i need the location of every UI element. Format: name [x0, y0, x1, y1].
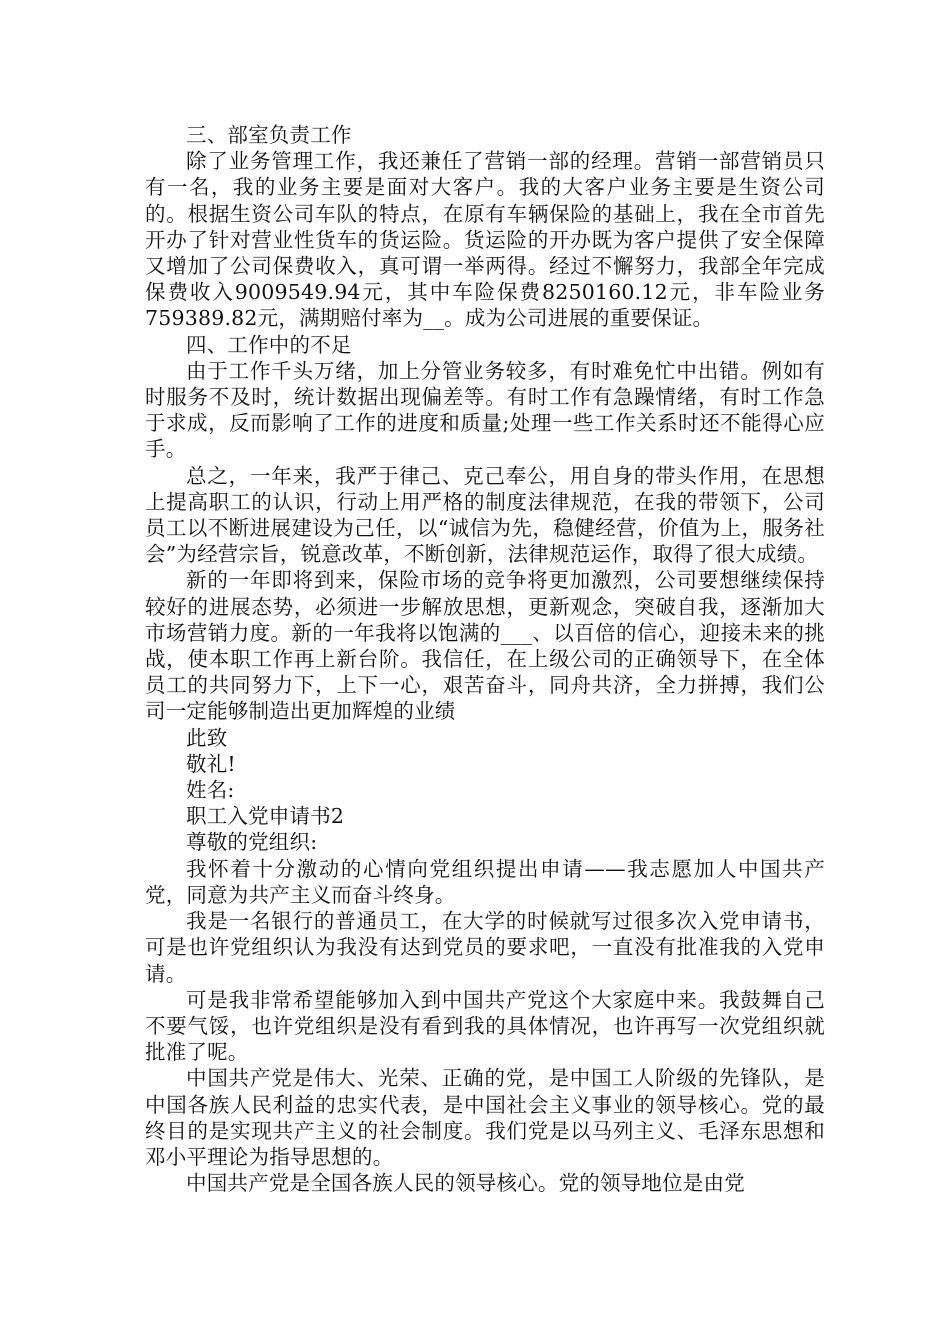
paragraph-employee-background: 我是一名银行的普通员工，在大学的时候就写过很多次入党申请书，可是也许党组织认为我没有达到党员的要求吧，一直没有批准我的入党申请。 [145, 909, 825, 986]
paragraph-application-intro: 我怀着十分激动的心情向党组织提出申请——我志愿加人中国共产党，同意为共产主义而奋斗终身。 [145, 856, 825, 907]
section-heading-department-work: 三、部室负责工作 [186, 123, 352, 147]
paragraph-new-year: 新的一年即将到来，保险市场的竞争将更加激烈，公司要想继续保持较好的进展态势，必须进一步解放思想，更新观念，突破自我，逐渐加大市场营销力度。新的一年我将以饱满的___、以百倍的信心，迎接未来的挑战，使本职工作再上新台阶。我信任，在上级公司的正确领导下，在全体员工的共同努力下，上下一心，艰苦奋斗，同舟共济，全力拼搏，我们公司一定能够制造出更加辉煌的业绩 [145, 568, 825, 724]
paragraph-shortcomings: 由于工作千头万绪，加上分管业务较多，有时难免忙中出错。例如有时服务不及时，统计数据出现偏差等。有时工作有急躁情绪，有时工作急于求成，反而影响了工作的进度和质量;处理一些工作关系时还不能得心应手。 [145, 358, 825, 462]
closing-salute: 敬礼! [186, 751, 236, 776]
signature-name-label: 姓名: [186, 778, 235, 803]
paragraph-party-leadership: 中国共产党是全国各族人民的领导核心。党的领导地位是由党 [186, 1171, 745, 1196]
paragraph-hope: 可是我非常希望能够加入到中国共产党这个大家庭中来。我鼓舞自己不要气馁，也许党组织是没有看到我的具体情况，也许再写一次党组织就批准了呢。 [145, 987, 825, 1065]
paragraph-department-work: 除了业务管理工作，我还兼任了营销一部的经理。营销一部营销员只有一名，我的业务主要是面对大客户。我的大客户业务主要是生资公司的。根据生资公司车队的特点，在原有车辆保险的基础上，我在全市首先开办了针对营业性货车的货运险。货运险的开办既为客户提供了安全保障又增加了公司保费收入，真可谓一举两得。经过不懈努力，我部全年完成保费收入9009549.94元，其中车险保费8250160.12元，非车险业务759389.82元，满期赔付率为__。成为公司进展的重要保证。 [145, 149, 825, 331]
closing-greeting: 此致 [186, 725, 228, 750]
paragraph-party-description: 中国共产党是伟大、光荣、正确的党，是中国工人阶级的先锋队，是中国各族人民利益的忠实代表，是中国社会主义事业的领导核心。党的最终目的是实现共产主义的社会制度。我们党是以马列主义、毛泽东思想和邓小平理论为指导思想的。 [145, 1066, 825, 1169]
document-title-application: 职工入党申请书2 [186, 804, 345, 829]
salutation: 尊敬的党组织: [186, 830, 318, 855]
document-body [145, 122, 825, 1196]
section-heading-shortcomings: 四、工作中的不足 [186, 332, 352, 357]
paragraph-summary: 总之，一年来，我严于律己、克己奉公，用自身的带头作用，在思想上提高职工的认识，行动上用严格的制度法律规范，在我的带领下，公司员工以不断进展建设为己任，以“诚信为先，稳健经营，价值为上，服务社会”为经营宗旨，锐意改革，不断创新，法律规范运作，取得了很大成绩。 [145, 463, 825, 567]
